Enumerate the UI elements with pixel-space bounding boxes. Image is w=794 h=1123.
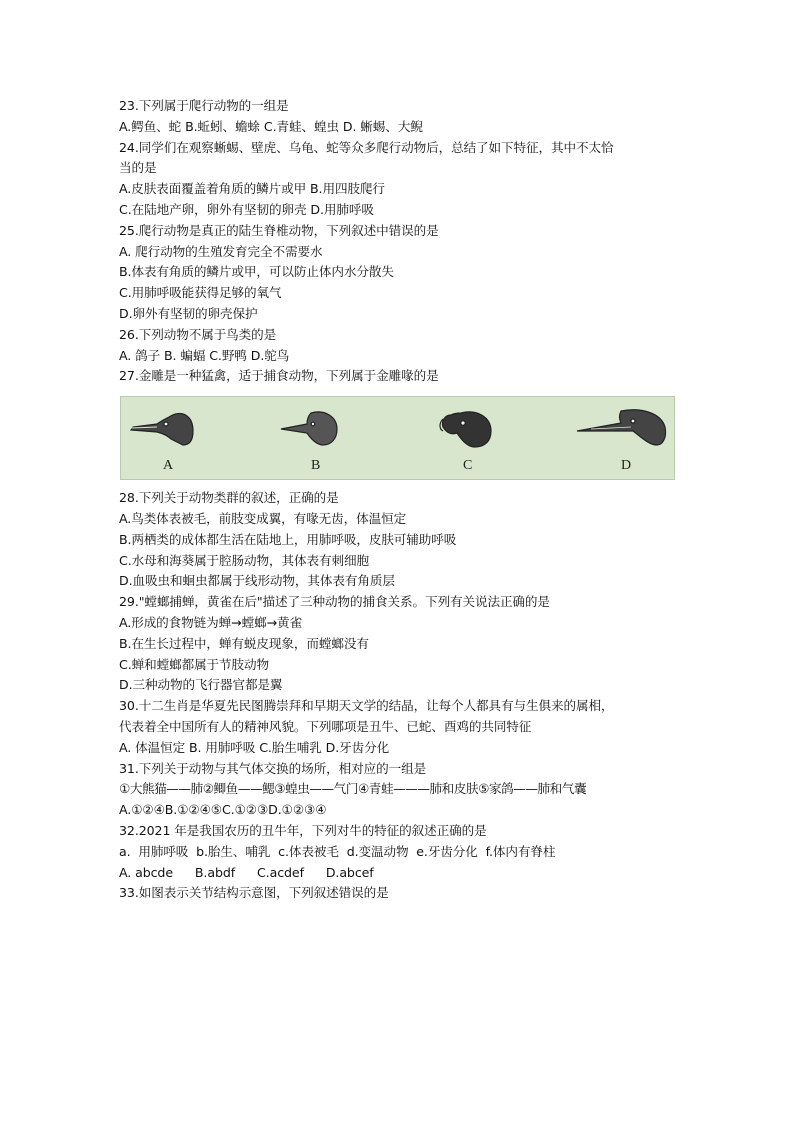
- q28-option-c: C.水母和海葵属于腔肠动物，其体表有刺细胞: [119, 552, 369, 568]
- q32-option-a: A. abcde: [119, 864, 173, 880]
- q31-items: ①大熊猫——肺②鲫鱼——鳃③蝗虫——气门④青蛙———肺和皮肤⑤家鸽——肺和气囊: [119, 781, 587, 797]
- q33-stem: 33.如图表示关节结构示意图，下列叙述错误的是: [119, 885, 389, 901]
- q32-option-d: D.abcef: [325, 864, 374, 880]
- q31-options: A.①②④B.①②④⑤C.①②③D.①②③④: [119, 802, 327, 818]
- q28-stem: 28.下列关于动物类群的叙述，正确的是: [119, 490, 339, 506]
- figure-label-a: A: [163, 458, 174, 474]
- q24-stem: 24.同学们在观察蜥蜴、壁虎、乌龟、蛇等众多爬行动物后，总结了如下特征，其中不太恰: [119, 139, 614, 155]
- bird-head-b-icon: [281, 412, 337, 445]
- q25-option-a: A. 爬行动物的生殖发育完全不需要水: [119, 243, 323, 259]
- bird-head-c-icon: [440, 412, 491, 447]
- q29-stem: 29."螳螂捕蝉，黄雀在后"描述了三种动物的捕食关系。下列有关说法正确的是: [119, 594, 550, 610]
- q24-options-cd: C.在陆地产卵，卵外有坚韧的卵壳 D.用肺呼吸: [119, 201, 374, 217]
- q32-options: [119, 863, 679, 884]
- q26-options: A. 鸽子 B. 蝙蝠 C.野鸭 D.鸵鸟: [119, 347, 290, 363]
- q30-stem: 30.十二生肖是华夏先民图腾崇拜和早期天文学的结晶，让每个人都具有与生俱来的属相，: [119, 698, 614, 714]
- q28-option-d: D.血吸虫和蛔虫都属于线形动物，其体表有角质层: [119, 573, 395, 589]
- q23-stem: 23.下列属于爬行动物的一组是: [119, 98, 289, 113]
- q32-stem: 32.2021 年是我国农历的丑牛年，下列对牛的特征的叙述正确的是: [119, 822, 487, 838]
- q29-option-a: A.形成的食物链为蝉→螳螂→黄雀: [119, 614, 303, 630]
- q27-stem: 27.金雕是一种猛禽，适于捕食动物，下列属于金雕喙的是: [119, 368, 439, 384]
- bird-beak-figure: [120, 396, 675, 480]
- question-sheet: [119, 96, 679, 904]
- figure-label-d: D: [621, 458, 632, 474]
- q32-items: a. 用肺呼吸 b.胎生、哺乳 c.体表被毛 d.变温动物 e.牙齿分化 f.体内有脊柱: [119, 843, 556, 859]
- q28-option-b: B.两栖类的成体都生活在陆地上，用肺呼吸，皮肤可辅助呼吸: [119, 531, 457, 547]
- questions-23-27: [119, 96, 679, 387]
- q25-option-d: D.卵外有坚韧的卵壳保护: [119, 305, 258, 321]
- q32-option-b: B.abdf: [194, 864, 236, 880]
- q30-stem-cont: 代表着全中国所有人的精神风貌。下列哪项是丑牛、已蛇、酉鸡的共同特征: [119, 718, 532, 734]
- q25-option-b: B.体表有角质的鳞片或甲，可以防止体内水分散失: [119, 264, 394, 280]
- q30-options: A. 体温恒定 B. 用肺呼吸 C.胎生哺乳 D.牙齿分化: [119, 739, 390, 755]
- q32-option-c: C.acdef: [256, 864, 304, 880]
- q24-stem-cont: 当的是: [119, 160, 157, 176]
- bird-head-d-icon: [577, 410, 666, 445]
- q25-stem: 25.爬行动物是真正的陆生脊椎动物，下列叙述中错误的是: [119, 222, 439, 238]
- q24-options-ab: A.皮肤表面覆盖着角质的鳞片或甲 B.用四肢爬行: [119, 181, 385, 197]
- q25-option-c: C.用肺呼吸能获得足够的氧气: [119, 285, 282, 301]
- figure-label-c: C: [463, 458, 473, 474]
- q23-options: A.鳄鱼、蛇 B.蚯蚓、蟾蜍 C.青蛙、蝗虫 D. 蜥蜴、大鲵: [119, 118, 423, 134]
- figure-label-b: B: [311, 458, 321, 474]
- bird-beaks-illustration: [121, 397, 674, 479]
- bird-head-a-icon: [131, 414, 193, 446]
- q29-option-d: D.三种动物的飞行器官都是翼: [119, 677, 283, 693]
- questions-28-33: [119, 488, 679, 904]
- q29-option-c: C.蝉和螳螂都属于节肢动物: [119, 656, 270, 672]
- q31-stem: 31.下列关于动物与其气体交换的场所，相对应的一组是: [119, 760, 427, 776]
- q28-option-a: A.鸟类体表被毛，前肢变成翼，有喙无齿，体温恒定: [119, 510, 407, 526]
- q26-stem: 26.下列动物不属于鸟类的是: [119, 326, 277, 342]
- q29-option-b: B.在生长过程中，蝉有蜕皮现象，而螳螂没有: [119, 635, 369, 651]
